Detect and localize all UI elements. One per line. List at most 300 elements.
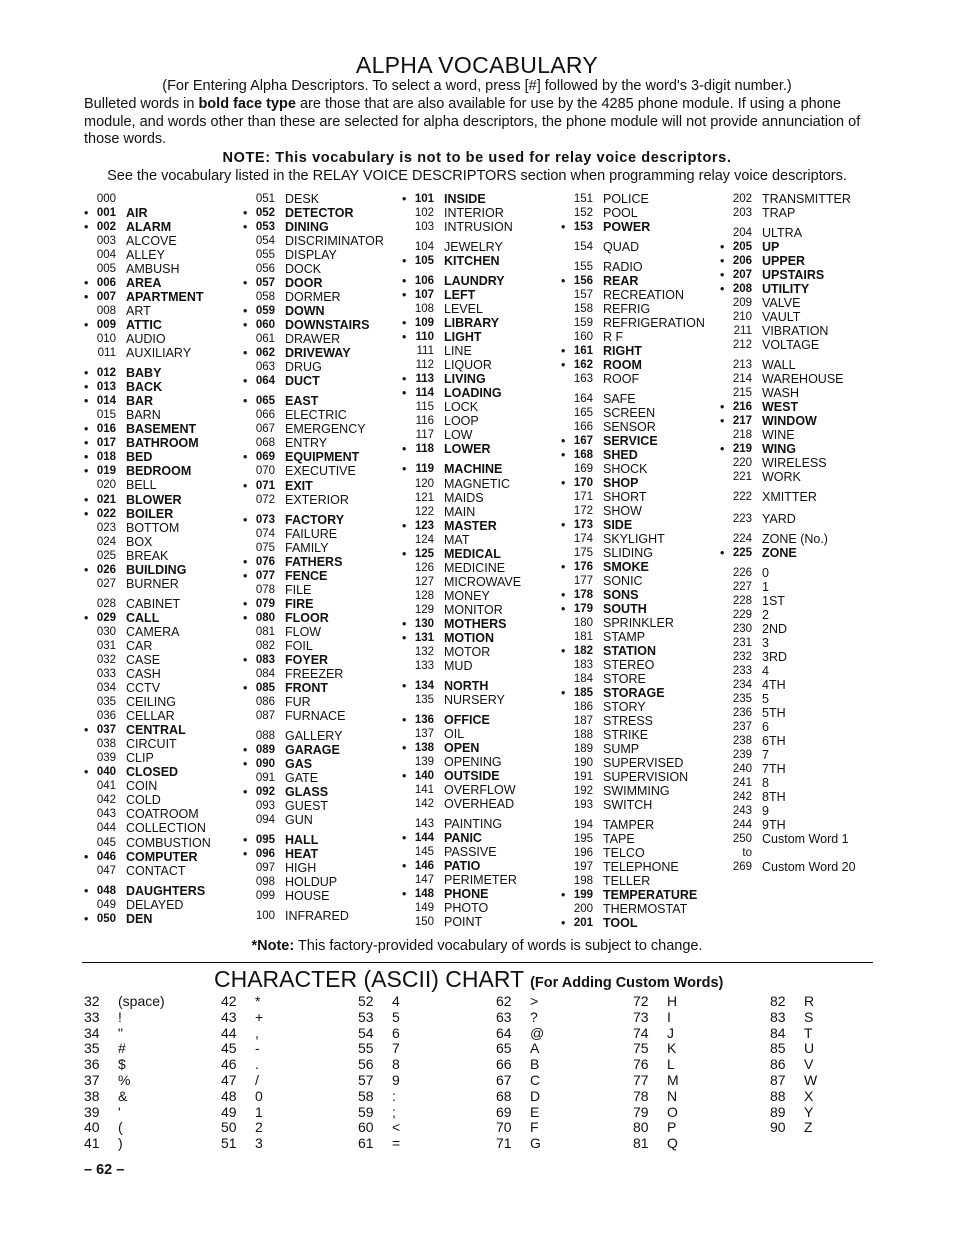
word-text: GUN xyxy=(285,813,313,827)
bullet-marker: • xyxy=(243,220,248,234)
word-text: ULTRA xyxy=(762,226,803,240)
vocabulary-entry xyxy=(84,779,234,793)
word-text: CASE xyxy=(126,653,161,667)
vocabulary-entry xyxy=(561,434,721,448)
vocabulary-entry xyxy=(720,428,880,442)
word-number: 027 xyxy=(96,578,116,590)
vocabulary-entry xyxy=(561,220,721,234)
word-text: BASEMENT xyxy=(126,422,197,436)
ascii-character: T xyxy=(804,1024,813,1041)
vocabulary-entry xyxy=(243,513,393,527)
word-text: MONEY xyxy=(444,589,490,603)
ascii-entry xyxy=(496,1120,616,1136)
vocabulary-entry xyxy=(243,527,393,541)
vocabulary-entry xyxy=(720,692,880,706)
word-text: WAREHOUSE xyxy=(762,372,844,386)
vocabulary-entry xyxy=(243,346,393,360)
bullet-marker: • xyxy=(720,400,725,414)
ascii-chart-heading: CHARACTER (ASCII) CHART xyxy=(214,966,524,992)
vocabulary-entry xyxy=(84,639,234,653)
bullet-marker: • xyxy=(402,617,407,631)
word-number: 080 xyxy=(255,612,275,624)
word-number: 165 xyxy=(573,407,593,419)
ascii-entry xyxy=(84,1136,204,1152)
word-number: 135 xyxy=(414,694,434,706)
page-number: – 62 – xyxy=(84,1162,125,1178)
word-number: 163 xyxy=(573,373,593,385)
ascii-entry xyxy=(358,1057,478,1073)
vocabulary-entry xyxy=(84,192,234,206)
word-text: LOADING xyxy=(444,386,502,400)
word-number: 134 xyxy=(414,680,434,692)
word-number: 160 xyxy=(573,331,593,343)
vocabulary-entry xyxy=(402,288,552,302)
word-number: 026 xyxy=(96,564,116,576)
word-number: 014 xyxy=(96,395,116,407)
ascii-code: 53 xyxy=(358,1008,374,1025)
word-number: 012 xyxy=(96,367,116,379)
bullet-marker: • xyxy=(402,192,407,206)
word-number: 033 xyxy=(96,668,116,680)
ascii-character: E xyxy=(530,1103,540,1120)
vocabulary-entry xyxy=(84,507,234,521)
word-text: SUPERVISED xyxy=(603,756,684,770)
word-text: VAULT xyxy=(762,310,801,324)
vocabulary-entry xyxy=(243,833,393,847)
word-text: SONIC xyxy=(603,574,643,588)
word-text: WASH xyxy=(762,386,800,400)
ascii-character: < xyxy=(392,1119,401,1136)
ascii-entry xyxy=(84,1041,204,1057)
word-number: 100 xyxy=(255,910,275,922)
word-text: STRESS xyxy=(603,714,654,728)
word-number: 170 xyxy=(573,477,593,489)
vocabulary-column-2 xyxy=(243,192,393,923)
word-text: INSIDE xyxy=(444,192,486,206)
vocabulary-entry xyxy=(720,268,880,282)
word-number: 028 xyxy=(96,598,116,610)
bullet-marker: • xyxy=(84,276,89,290)
vocabulary-entry xyxy=(561,240,721,254)
ascii-entry xyxy=(84,1089,204,1105)
ascii-code: 41 xyxy=(84,1135,100,1152)
word-text: DINING xyxy=(285,220,329,234)
ascii-code: 37 xyxy=(84,1071,100,1088)
word-number: 187 xyxy=(573,715,593,727)
bullet-marker: • xyxy=(561,448,566,462)
vocabulary-entry xyxy=(720,400,880,414)
vocabulary-entry xyxy=(720,240,880,254)
vocabulary-entry xyxy=(402,386,552,400)
word-text: SPRINKLER xyxy=(603,616,674,630)
word-number: 141 xyxy=(414,784,434,796)
word-number: 191 xyxy=(573,771,593,783)
bullet-marker: • xyxy=(402,887,407,901)
word-text: TAPE xyxy=(603,832,635,846)
word-text: SHORT xyxy=(603,490,647,504)
vocabulary-entry xyxy=(402,220,552,234)
word-text: ELECTRIC xyxy=(285,408,347,422)
vocabulary-entry xyxy=(243,422,393,436)
word-text: WIRELESS xyxy=(762,456,827,470)
vocabulary-entry xyxy=(84,821,234,835)
word-text: ZONE xyxy=(762,546,797,560)
ascii-entry xyxy=(496,1041,616,1057)
vocabulary-entry xyxy=(243,541,393,555)
ascii-character: ? xyxy=(530,1008,538,1025)
bullet-marker: • xyxy=(243,374,248,388)
word-number: 024 xyxy=(96,536,116,548)
word-text: PATIO xyxy=(444,859,481,873)
word-text: OVERHEAD xyxy=(444,797,515,811)
bullet-marker: • xyxy=(402,274,407,288)
word-text: 8TH xyxy=(762,790,786,804)
ascii-character: I xyxy=(667,1008,671,1025)
word-text: TAMPER xyxy=(603,818,655,832)
word-number: 079 xyxy=(255,598,275,610)
word-number: 218 xyxy=(732,429,752,441)
ascii-entry xyxy=(358,994,478,1010)
vocabulary-entry xyxy=(720,206,880,220)
word-text: OPENING xyxy=(444,755,502,769)
vocabulary-entry xyxy=(84,898,234,912)
word-text: CELLAR xyxy=(126,709,175,723)
word-text: 6TH xyxy=(762,734,786,748)
bullet-marker: • xyxy=(84,765,89,779)
word-number: 130 xyxy=(414,618,434,630)
word-number: 208 xyxy=(732,283,752,295)
word-text: RECREATION xyxy=(603,288,685,302)
word-text: 2 xyxy=(762,608,769,622)
vocabulary-entry xyxy=(84,751,234,765)
vocabulary-entry xyxy=(402,442,552,456)
word-number: 126 xyxy=(414,562,434,574)
word-number: 048 xyxy=(96,885,116,897)
word-text: COLD xyxy=(126,793,161,807)
word-text: SIDE xyxy=(603,518,633,532)
bullet-marker: • xyxy=(84,884,89,898)
ascii-character: C xyxy=(530,1071,541,1088)
word-number: 182 xyxy=(573,645,593,657)
word-text: FURNACE xyxy=(285,709,346,723)
word-number: 207 xyxy=(732,269,752,281)
word-text: HALL xyxy=(285,833,319,847)
ascii-code: 58 xyxy=(358,1087,374,1104)
word-number: 091 xyxy=(255,772,275,784)
vocabulary-entry xyxy=(720,734,880,748)
word-number: 166 xyxy=(573,421,593,433)
word-text: FAILURE xyxy=(285,527,338,541)
vocabulary-entry xyxy=(561,644,721,658)
ascii-character: S xyxy=(804,1008,814,1025)
ascii-character: 9 xyxy=(392,1071,400,1088)
ascii-code: 33 xyxy=(84,1008,100,1025)
word-text: BACK xyxy=(126,380,163,394)
word-number: 235 xyxy=(732,693,752,705)
bullet-marker: • xyxy=(243,833,248,847)
vocabulary-entry xyxy=(561,818,721,832)
ascii-column-3 xyxy=(358,994,478,1152)
vocabulary-entry xyxy=(402,400,552,414)
vocabulary-entry xyxy=(84,765,234,779)
vocabulary-entry xyxy=(720,818,880,832)
ascii-code: 70 xyxy=(496,1119,512,1136)
word-text: MEDICAL xyxy=(444,547,501,561)
ascii-code: 90 xyxy=(770,1119,786,1136)
vocabulary-entry xyxy=(561,490,721,504)
word-number: 168 xyxy=(573,449,593,461)
word-text: 2ND xyxy=(762,622,788,636)
word-text: CCTV xyxy=(126,681,161,695)
vocabulary-entry xyxy=(243,771,393,785)
word-number: 216 xyxy=(732,401,752,413)
word-number: 149 xyxy=(414,902,434,914)
vocabulary-entry xyxy=(243,290,393,304)
bullet-marker: • xyxy=(561,434,566,448)
word-text: HOLDUP xyxy=(285,875,338,889)
vocabulary-entry xyxy=(561,686,721,700)
vocabulary-entry xyxy=(243,625,393,639)
word-number: 177 xyxy=(573,575,593,587)
word-text: ALARM xyxy=(126,220,172,234)
vocabulary-entry xyxy=(243,493,393,507)
word-text: 4 xyxy=(762,664,769,678)
ascii-code: 73 xyxy=(633,1008,649,1025)
word-text: 8 xyxy=(762,776,769,790)
word-text: MAGNETIC xyxy=(444,477,510,491)
word-text: BLOWER xyxy=(126,493,182,507)
word-text: FENCE xyxy=(285,569,328,583)
word-number: 200 xyxy=(573,903,593,915)
vocabulary-entry xyxy=(402,617,552,631)
word-number: 074 xyxy=(255,528,275,540)
word-number: 019 xyxy=(96,465,116,477)
vocabulary-entry xyxy=(720,386,880,400)
vocabulary-entry xyxy=(561,448,721,462)
ascii-entry xyxy=(221,994,341,1010)
word-number: 076 xyxy=(255,556,275,568)
word-number: 005 xyxy=(96,263,116,275)
ascii-code: 32 xyxy=(84,993,100,1009)
vocabulary-entry xyxy=(402,533,552,547)
word-number: 211 xyxy=(733,325,752,337)
word-number: 113 xyxy=(415,373,434,385)
vocabulary-entry xyxy=(84,290,234,304)
ascii-entry xyxy=(221,1120,341,1136)
word-text: OFFICE xyxy=(444,713,490,727)
word-text: AIR xyxy=(126,206,148,220)
word-number: 147 xyxy=(414,874,434,886)
vocabulary-entry xyxy=(561,756,721,770)
ascii-code: 60 xyxy=(358,1119,374,1136)
word-number: 042 xyxy=(96,794,116,806)
bullet-marker: • xyxy=(720,282,725,296)
ascii-character: = xyxy=(392,1135,401,1152)
word-number: 054 xyxy=(255,235,275,247)
word-number: 161 xyxy=(573,345,593,357)
vocabulary-entry xyxy=(243,318,393,332)
word-text: LEVEL xyxy=(444,302,483,316)
bullet-marker: • xyxy=(84,563,89,577)
word-number: 225 xyxy=(732,547,752,559)
section-divider xyxy=(82,962,873,963)
vocabulary-entry xyxy=(402,727,552,741)
bullet-marker: • xyxy=(561,686,566,700)
vocabulary-entry xyxy=(243,360,393,374)
ascii-entry xyxy=(84,1057,204,1073)
vocabulary-entry xyxy=(561,406,721,420)
vocabulary-entry xyxy=(402,645,552,659)
word-text: FIRE xyxy=(285,597,314,611)
word-text: DRUG xyxy=(285,360,322,374)
vocabulary-entry xyxy=(561,546,721,560)
vocabulary-entry xyxy=(243,875,393,889)
bullet-marker: • xyxy=(84,290,89,304)
word-number: 242 xyxy=(732,791,752,803)
word-number: 145 xyxy=(414,846,434,858)
ascii-entry xyxy=(84,1010,204,1026)
vocabulary-entry xyxy=(84,836,234,850)
word-text: BOILER xyxy=(126,507,174,521)
ascii-entry xyxy=(84,994,204,1010)
word-number: 143 xyxy=(414,818,434,830)
ascii-code: 63 xyxy=(496,1008,512,1025)
word-number: 234 xyxy=(732,679,752,691)
word-number: 203 xyxy=(732,207,752,219)
ascii-code: 79 xyxy=(633,1103,649,1120)
word-number: 085 xyxy=(255,682,275,694)
vocabulary-entry xyxy=(402,797,552,811)
ascii-code: 38 xyxy=(84,1087,100,1104)
word-number: 057 xyxy=(255,277,275,289)
vocabulary-entry xyxy=(402,206,552,220)
ascii-entry xyxy=(358,1105,478,1121)
word-text: PAINTING xyxy=(444,817,503,831)
vocabulary-entry xyxy=(720,566,880,580)
word-number: 058 xyxy=(255,291,275,303)
word-number: 144 xyxy=(414,832,434,844)
word-number: 053 xyxy=(255,221,275,233)
vocabulary-entry xyxy=(84,262,234,276)
word-number: 154 xyxy=(573,241,593,253)
vocabulary-entry xyxy=(720,338,880,352)
vocabulary-entry xyxy=(243,234,393,248)
ascii-code: 43 xyxy=(221,1008,237,1025)
word-text: OVERFLOW xyxy=(444,783,516,797)
vocabulary-entry xyxy=(720,580,880,594)
vocabulary-entry xyxy=(402,254,552,268)
word-number: 004 xyxy=(96,249,116,261)
word-number: 118 xyxy=(415,443,434,455)
word-text: MOTION xyxy=(444,631,494,645)
word-text: GUEST xyxy=(285,799,329,813)
ascii-code: 46 xyxy=(221,1056,237,1073)
ascii-code: 49 xyxy=(221,1103,237,1120)
word-number: 179 xyxy=(573,603,593,615)
ascii-character: ; xyxy=(392,1103,396,1120)
word-text: DRAWER xyxy=(285,332,341,346)
word-number: 034 xyxy=(96,682,116,694)
word-text: DUCT xyxy=(285,374,320,388)
word-number: 109 xyxy=(414,317,434,329)
word-number: 045 xyxy=(96,837,116,849)
bullet-marker: • xyxy=(561,344,566,358)
word-number: 133 xyxy=(414,660,434,672)
ascii-chart-subtitle: (For Adding Custom Words) xyxy=(530,975,724,991)
word-number: 212 xyxy=(732,339,752,351)
word-number: 142 xyxy=(414,798,434,810)
ascii-character: ) xyxy=(118,1135,123,1152)
vocabulary-entry xyxy=(243,479,393,493)
word-text: INTRUSION xyxy=(444,220,513,234)
word-text: SONS xyxy=(603,588,639,602)
ascii-code: 34 xyxy=(84,1024,100,1041)
word-text: WING xyxy=(762,442,797,456)
ascii-code: 35 xyxy=(84,1040,100,1057)
vocabulary-entry xyxy=(84,436,234,450)
vocabulary-entry xyxy=(720,470,880,484)
word-text: SERVICE xyxy=(603,434,658,448)
vocabulary-entry xyxy=(243,583,393,597)
word-number: 110 xyxy=(415,331,434,343)
word-number: 040 xyxy=(96,766,116,778)
vocabulary-entry xyxy=(243,394,393,408)
word-number: 148 xyxy=(414,888,434,900)
ascii-code: 56 xyxy=(358,1056,374,1073)
ascii-character: % xyxy=(118,1071,131,1088)
ascii-entry xyxy=(633,1089,753,1105)
word-text: LIGHT xyxy=(444,330,482,344)
word-number: 236 xyxy=(732,707,752,719)
word-text: OPEN xyxy=(444,741,480,755)
word-text: GAS xyxy=(285,757,313,771)
word-number: 090 xyxy=(255,758,275,770)
ascii-character: . xyxy=(255,1056,259,1073)
word-number: 038 xyxy=(96,738,116,750)
word-number: 196 xyxy=(573,847,593,859)
word-number: 180 xyxy=(573,617,593,629)
word-text: TELLER xyxy=(603,874,651,888)
word-number: 105 xyxy=(414,255,434,267)
vocabulary-entry xyxy=(84,346,234,360)
word-number: 214 xyxy=(732,373,752,385)
word-number: 167 xyxy=(573,435,593,447)
vocabulary-entry xyxy=(561,916,721,930)
word-number: 096 xyxy=(255,848,275,860)
vocabulary-entry xyxy=(561,206,721,220)
ascii-code: 61 xyxy=(358,1135,374,1152)
ascii-entry xyxy=(84,1026,204,1042)
ascii-entry xyxy=(496,1073,616,1089)
word-number: 241 xyxy=(732,777,752,789)
bullet-marker: • xyxy=(561,588,566,602)
bullet-marker: • xyxy=(561,518,566,532)
vocabulary-entry xyxy=(561,420,721,434)
vocabulary-entry xyxy=(561,392,721,406)
bullet-marker: • xyxy=(561,220,566,234)
word-text: LINE xyxy=(444,344,472,358)
word-text: LOOP xyxy=(444,414,479,428)
word-text: VIBRATION xyxy=(762,324,829,338)
vocabulary-entry xyxy=(84,625,234,639)
vocabulary-entry xyxy=(720,456,880,470)
bullet-marker: • xyxy=(402,859,407,873)
bullet-marker: • xyxy=(561,888,566,902)
word-text: MAIDS xyxy=(444,491,484,505)
word-number: 215 xyxy=(732,387,752,399)
intro-text-post: are those that are also available for use by the 4285 phone module. If using a phone module, and words other than these are selected for alpha descriptors, the phone module will not provide annunciation of those words. xyxy=(84,96,861,147)
vocabulary-entry xyxy=(84,366,234,380)
